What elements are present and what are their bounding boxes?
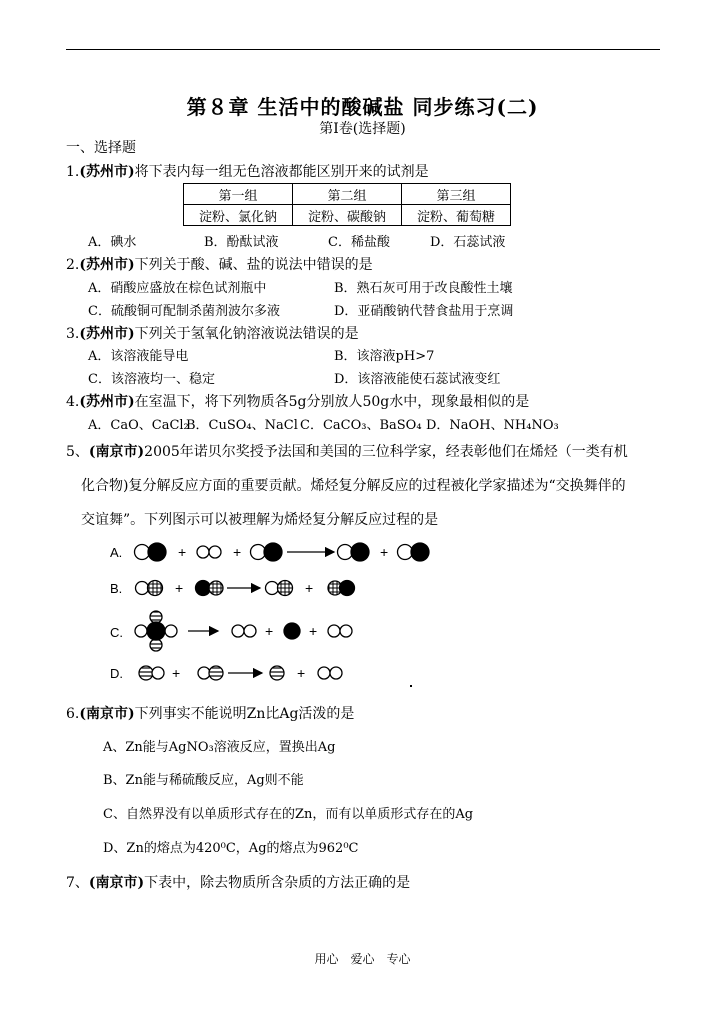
- option-a: A．CaO、CaCl₂: [88, 418, 189, 433]
- question-source: (苏州市): [79, 326, 135, 342]
- option-d: D．亚硝酸钠代替食盐用于烹调: [334, 304, 514, 319]
- question-stem: 将下表内每一组无色溶液都能区别开来的试剂是: [134, 164, 429, 180]
- question-stem: 下列关于氢氧化钠溶液说法错误的是: [134, 326, 359, 342]
- table-cell: 淀粉、葡萄糖: [402, 205, 511, 226]
- option-a: A．硝酸应盛放在棕色试剂瓶中: [88, 281, 267, 296]
- question-source: (南京市): [79, 706, 135, 722]
- option-b: B．熟石灰可用于改良酸性土壤: [334, 281, 513, 296]
- question-5-line-3: 交谊舞”。下列图示可以被理解为烯烃复分解反应过程的是: [81, 512, 439, 528]
- question-stem: 下列事实不能说明Zn比Ag活泼的是: [134, 706, 355, 722]
- question-stem: 在室温下，将下列物质各5g分别放人50g水中，现象最相似的是: [134, 394, 530, 410]
- option-d: D．石蕊试液: [430, 235, 506, 250]
- table-cell: 淀粉、氯化钠: [184, 205, 293, 226]
- option-b: B、Zn能与稀硫酸反应，Ag则不能: [103, 773, 304, 788]
- option-c: C．该溶液均一、稳定: [88, 372, 215, 387]
- option-c: C．稀盐酸: [328, 235, 390, 250]
- table-row: [184, 205, 511, 226]
- question-4: [66, 393, 529, 411]
- table-row: [184, 184, 511, 205]
- table-cell: 淀粉、碳酸钠: [293, 205, 402, 226]
- table-header-cell: 第三组: [402, 184, 511, 205]
- question-number: 1.: [66, 164, 80, 180]
- question-stem: 2005年诺贝尔奖授予法国和美国的三位科学家，经表彰他们在烯烃（一类有机: [144, 444, 628, 460]
- header-rule: [66, 49, 660, 50]
- option-b: B．该溶液pH>7: [334, 349, 435, 364]
- svg-text:+: +: [309, 623, 318, 639]
- svg-text:+: +: [297, 665, 306, 681]
- figure-label-b: B.: [110, 581, 123, 596]
- question-5-line-2: 化合物)复分解反应方面的重要贡献。烯烃复分解反应的过程被化学家描述为“交换舞伴的: [81, 478, 626, 494]
- question-stem: 下列关于酸、碱、盐的说法中错误的是: [134, 257, 373, 273]
- option-c: C．硫酸铜可配制杀菌剂波尔多液: [88, 304, 280, 319]
- option-c: C．CaCO₃、BaSO₄: [300, 418, 422, 433]
- question-source: (南京市): [88, 444, 145, 460]
- question-1: [66, 163, 429, 181]
- page-subtitle: 第Ⅰ卷(选择题): [319, 121, 406, 137]
- option-a: A．碘水: [88, 235, 137, 250]
- question-7: [66, 874, 410, 892]
- figure-label-c: C.: [110, 625, 123, 640]
- question-2: [66, 256, 373, 274]
- option-d: D、Zn的熔点为420⁰C，Ag的熔点为962⁰C: [103, 841, 359, 856]
- option-d: D．该溶液能使石蕊试液变红: [334, 372, 501, 387]
- question-stem: 下表中，除去物质所含杂质的方法正确的是: [144, 875, 411, 891]
- question-source: (苏州市): [79, 394, 135, 410]
- q1-table: [183, 183, 511, 226]
- question-5-line-1: [66, 443, 628, 461]
- option-d: D．NaOH、NH₄NO₃: [426, 418, 559, 433]
- question-number: 3.: [66, 326, 80, 342]
- table-header-cell: 第二组: [293, 184, 402, 205]
- svg-text:+: +: [305, 580, 314, 596]
- question-number: 4.: [66, 394, 80, 410]
- page-footer: 用心 爱心 专心: [314, 952, 411, 966]
- option-a: A、Zn能与AgNO₃溶液反应，置换出Ag: [103, 740, 336, 755]
- question-number: 6.: [66, 706, 80, 722]
- section-heading: 一、选择题: [66, 140, 136, 156]
- option-a: A．该溶液能导电: [88, 349, 189, 364]
- option-c: C、自然界没有以单质形式存在的Zn，而有以单质形式存在的Ag: [103, 807, 474, 822]
- question-source: (苏州市): [79, 257, 135, 273]
- option-b: B．酚酞试液: [204, 235, 279, 250]
- question-6: [66, 705, 354, 723]
- question-source: (苏州市): [79, 164, 135, 180]
- svg-text:+: +: [172, 665, 181, 681]
- question-number: 7、: [66, 875, 89, 891]
- figure-label-d: D.: [110, 666, 123, 681]
- reaction-diagram: [100, 535, 460, 695]
- svg-text:+: +: [175, 580, 184, 596]
- option-b: B．CuSO₄、NaCl: [186, 418, 298, 433]
- question-number: 2.: [66, 257, 80, 273]
- table-header-cell: 第一组: [184, 184, 293, 205]
- question-source: (南京市): [88, 875, 145, 891]
- svg-text:+: +: [265, 623, 274, 639]
- question-number: 5、: [66, 444, 89, 460]
- svg-text:+: +: [233, 544, 242, 560]
- figure-label-a: A.: [110, 545, 123, 560]
- svg-text:+: +: [380, 544, 389, 560]
- svg-text:+: +: [178, 544, 187, 560]
- page-title: 第８章 生活中的酸碱盐 同步练习(二): [186, 95, 539, 119]
- question-3: [66, 325, 359, 343]
